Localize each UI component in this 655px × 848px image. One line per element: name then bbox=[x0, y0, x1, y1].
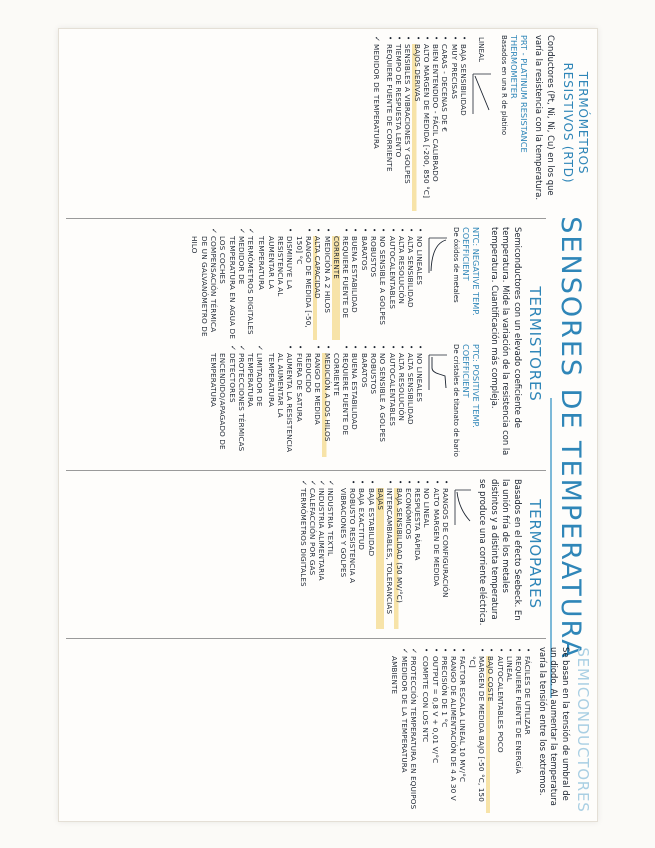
rtd-item: • TIEMPO DE RESPUESTA LENTO bbox=[394, 44, 403, 211]
divider-1 bbox=[66, 218, 546, 219]
ptc-item: • AUMENTA LA RESISTENCIA AL AUMENTAR LA TEMPERATURA bbox=[266, 353, 294, 457]
semiconductores-heading: SEMICONDUCTORES bbox=[574, 647, 592, 813]
semiconductor-item: • FACTOR ESCALA LINEAL 10 MV/°C bbox=[458, 656, 467, 813]
ptc-item: • NO SENSIBLE A GOLPES bbox=[378, 353, 387, 457]
ntc-item: • BARATOS bbox=[359, 236, 368, 340]
ptc-apps bbox=[209, 344, 265, 457]
ptc-item: • REQUIERE FUENTE DE CORRIENTE bbox=[332, 353, 351, 457]
termopar-item: • RESPUESTA RÁPIDA bbox=[413, 488, 422, 629]
ptc-item: • NO LINEALES bbox=[415, 353, 424, 457]
ptc-title: PTC: POSITIVE TEMP. COEFFICIENT bbox=[461, 344, 482, 428]
termopar-item: • BAJA SENSIBILIDAD (50 ΜV/°C) bbox=[394, 488, 403, 629]
termopar-item: • INTERCAMBIABLES, TOLERANCIAS BAJAS bbox=[376, 488, 395, 629]
rtd-item: • CARAS - DECENAS DE € bbox=[440, 44, 449, 211]
termistores-heading: TERMISTORES bbox=[526, 286, 544, 402]
ntc-app: ✓ COMPENSACIÓN TÉRMICA DE UN GALVANÓMETRO DE HILO bbox=[190, 236, 218, 340]
termopar-app: ✓ INDUSTRIA TEXTIL bbox=[326, 488, 335, 629]
ntc-item: • NO SENSIBLE A GOLPES bbox=[378, 236, 387, 340]
semiconductor-item: • AUTOCALENTABLES POCO bbox=[495, 656, 504, 813]
termopares-list bbox=[338, 479, 450, 629]
ntc-sub: De óxidos de metales bbox=[452, 227, 461, 303]
ntc-item: • ALTA RESOLUCIÓN bbox=[397, 236, 406, 340]
linear-row bbox=[468, 35, 495, 211]
rotated-notes bbox=[58, 28, 596, 820]
termopar-app: ✓ CALEFACCIÓN POR GAS bbox=[308, 488, 317, 629]
ptc-item: • BUENA ESTABILIDAD bbox=[350, 353, 359, 457]
rtd-apps bbox=[372, 35, 381, 211]
rtd-app: ✓ MEDIDOR DE TEMPERATURA bbox=[372, 44, 381, 211]
ntc-item: • BUENA ESTABILIDAD bbox=[350, 236, 359, 340]
ntc-item: • MEDICIÓN A 2 HILOS bbox=[322, 236, 331, 340]
termopar-item: • ECONÓMICOS bbox=[404, 488, 413, 629]
semiconductor-item: • MARGEN DE MEDIDA BAJO [-50 °C, 150 °C] bbox=[467, 656, 486, 813]
termopar-item: • NO LINEAL bbox=[422, 488, 431, 629]
rtd-item: • MUY PRECISAS bbox=[449, 44, 458, 211]
divider-3 bbox=[66, 638, 546, 639]
rtd-item: • ALTO MARGEN DE MEDIDA [-200, 850 °C] bbox=[422, 44, 431, 211]
ntc-ptc-columns bbox=[190, 227, 484, 461]
ntc-apps bbox=[190, 227, 255, 340]
semiconductor-app: ✓ PROTECCIÓN TEMPERATURA EN EQUIPOS bbox=[409, 656, 418, 813]
ntc-list bbox=[257, 227, 424, 340]
page-title: SENSORES DE TEMPERATURA bbox=[555, 216, 586, 660]
rtd-item: • SENSIBLES A VIBRACIONES Y GOLPES bbox=[403, 44, 412, 211]
semiconductor-item: • RANGO DE ALIMENTACIÓN DE 4 A 30 V bbox=[449, 656, 458, 813]
ptc-item: • ALTA RESOLUCIÓN bbox=[397, 353, 406, 457]
termopares-intro: Basados en el efecto Seebeck. En la unión fría de los metales distintos y a distinta temperatura se produce una corriente eléctrica. bbox=[478, 479, 523, 626]
column-semiconductores bbox=[58, 640, 596, 820]
semiconductor-app: ✓ MEDIDOR DE LA TEMPERATURA AMBIENTE bbox=[390, 656, 409, 813]
semiconductor-item: • REQUIERE FUENTE DE ENERGÍA bbox=[514, 656, 523, 813]
semiconductor-item: • OUTPUT = 0,8 V + 0,01 V/°C bbox=[430, 656, 439, 813]
termopar-item: • RANGOS DE CONFIGURACIÓN bbox=[441, 488, 450, 629]
rtd-item: • REQUIERE FUENTE DE CORRIENTE bbox=[384, 44, 393, 211]
ptc-curve-icon bbox=[428, 352, 450, 392]
semiconductor-item: • PRECISIÓN DE 1 °C bbox=[440, 656, 449, 813]
ntc-item: • ALTA SENSIBILIDAD bbox=[406, 236, 415, 340]
termistores-intro: Semiconductores con un elevado coeficiente de temperatura. Mide la variación de la resistencia con la temperatura. Cuantificación más compleja. bbox=[490, 227, 523, 456]
ptc-list bbox=[266, 344, 424, 457]
column-termistores bbox=[58, 220, 596, 468]
prt-title: PRT - PLATINUM RESISTANCE THERMOMETER bbox=[509, 35, 529, 153]
ntc-block bbox=[190, 227, 484, 344]
ntc-item: • RANGO DE MEDIDA [-50, 150] °C bbox=[294, 236, 313, 340]
ptc-item: • RANGO DE MEDIDA REDUCIDO bbox=[304, 353, 323, 457]
ptc-sub: De cristales de titanato de bario bbox=[452, 344, 461, 457]
ptc-item: • AUTOCALENTABLES bbox=[387, 353, 396, 457]
ntc-item: • NO LINEALES bbox=[415, 236, 424, 340]
ntc-title: NTC: NEGATIVE TEMP. COEFFICIENT bbox=[461, 227, 482, 316]
termopar-item: • BAJA ESTABILIDAD bbox=[366, 488, 375, 629]
ntc-item: • ALTA CAPACIDAD bbox=[313, 236, 322, 340]
linear-graph-icon bbox=[471, 70, 493, 116]
ptc-item: • ROBUSTOS bbox=[369, 353, 378, 457]
rtd-heading: TERMÓMETROS RESISTIVOS (RTD) bbox=[561, 62, 590, 184]
termopar-item: • ROBUSTO RESISTENCIA A VIBRACIONES Y GOLPES bbox=[338, 488, 357, 629]
rtd-intro: Conductores (Pt, Ni, Ni, Cu) en los que varía la resistencia con la temperatura. bbox=[534, 35, 556, 200]
ntc-item: • REQUIERE FUENTE DE CORRIENTE bbox=[332, 236, 351, 340]
column-rtd bbox=[58, 28, 596, 218]
rtd-list bbox=[384, 35, 468, 211]
ntc-item: • ROBUSTOS bbox=[369, 236, 378, 340]
ptc-item: • ALTA SENSIBILIDAD bbox=[406, 353, 415, 457]
termopar-item: • BAJA EXACTITUD bbox=[357, 488, 366, 629]
column-termopares bbox=[58, 472, 596, 636]
termopar-curve-icon bbox=[453, 487, 473, 527]
ptc-block bbox=[190, 344, 484, 461]
semiconductor-item: • FÁCILES DE UTILIZAR bbox=[523, 656, 532, 813]
ptc-item: • MEDICIÓN A DOS HILOS bbox=[322, 353, 331, 457]
ptc-item: • FUERA DE SATURA bbox=[294, 353, 303, 457]
divider-2 bbox=[66, 470, 546, 471]
semiconductor-item: • BAJO COSTE bbox=[486, 656, 495, 813]
termopar-app: ✓ TERMÓMETROS DIGITALES bbox=[298, 488, 307, 629]
prt-sub: Basados en una R de platino bbox=[500, 35, 508, 136]
rtd-item: • BAJA SENSIBILIDAD bbox=[459, 44, 468, 211]
ntc-item: • DISMINUYE LA RESISTENCIA AL AUMENTAR LA TEMPERATURA bbox=[257, 236, 294, 340]
ntc-app: ✓ TERMÓMETROS DIGITALES bbox=[246, 236, 255, 340]
linear-label: LINEAL bbox=[477, 37, 486, 62]
ntc-app: ✓ MEDIDOR DE TEMPERATURA EN AGUA DE LOS COCHES bbox=[218, 236, 246, 340]
ntc-curve-icon bbox=[428, 235, 450, 275]
termopar-item: • ALTO MARGEN DE MEDIDA bbox=[431, 488, 440, 629]
termopares-heading: TERMOPARES bbox=[526, 499, 544, 609]
semiconductor-item: • LINEAL bbox=[505, 656, 514, 813]
semiconductor-item: • COMPITE CON LOS NTC bbox=[421, 656, 430, 813]
termopares-apps bbox=[298, 479, 335, 629]
ptc-app: ✓ DETECTORES ENCENDIDO/APAGADO DE TEMPERATURA bbox=[209, 353, 237, 457]
semiconductores-intro: Se basan en la tensión de umbral de un diodo. Al aumentar la temperatura varía la tensión entre los extremos. bbox=[538, 647, 571, 806]
ntc-item: • AUTOCALENTABLES bbox=[387, 236, 396, 340]
ptc-app: ✓ PROTECCIONES TÉRMICAS bbox=[237, 353, 246, 457]
ptc-item: • BARATOS bbox=[359, 353, 368, 457]
rtd-item: • BAJOS DERIVAS bbox=[412, 44, 421, 211]
termopar-app: ✓ INDUSTRIA ALIMENTARIA bbox=[317, 488, 326, 629]
semiconductores-list bbox=[421, 647, 533, 813]
rtd-item: • BIEN ENTENDIDO - FÁCIL CALIBRADO bbox=[431, 44, 440, 211]
ptc-app: ✓ LIMITADOR DE TEMPERATURA bbox=[246, 353, 265, 457]
semiconductores-apps bbox=[390, 647, 418, 813]
